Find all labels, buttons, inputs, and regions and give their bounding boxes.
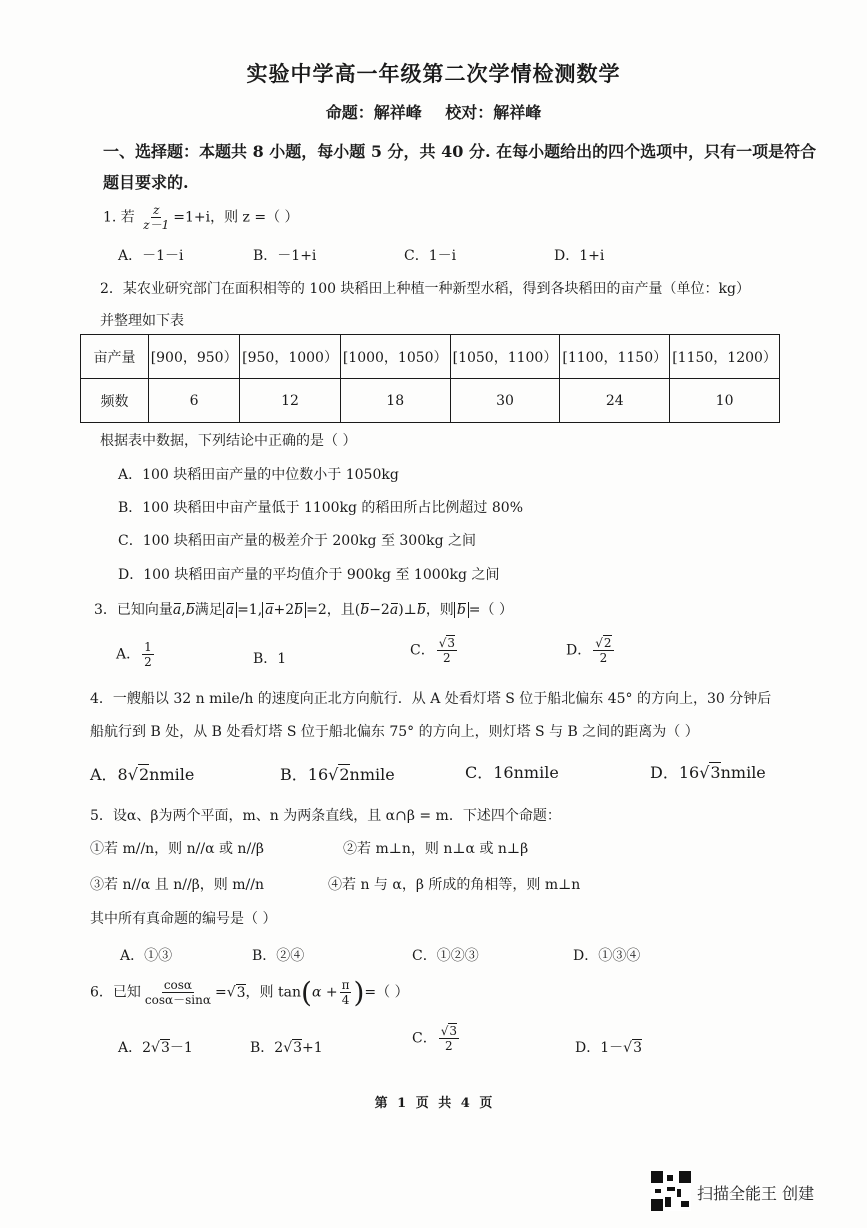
table-cell: 10 [670, 379, 780, 423]
q6-option-c: C． $\frac{√3}{2}$ [412, 1024, 458, 1053]
page-title: 实验中学高一年级第二次学情检测数学 [246, 61, 621, 86]
q4-option-b: B．16√2nmile [280, 765, 395, 784]
q1-option-d: D．1+i [554, 248, 605, 264]
q1-option-b: B．－1+i [253, 248, 317, 264]
q1-fraction: $\frac{z}{z-1}$ [143, 203, 170, 232]
q4-option-d: D．16√3nmile [650, 763, 766, 782]
q2-prompt: 根据表中数据，下列结论中正确的是（ ） [100, 433, 357, 449]
table-header-cell: [1100，1150） [560, 335, 670, 379]
q2-option-d: D．100 块稻田亩产量的平均值介于 900kg 至 1000kg 之间 [118, 567, 500, 583]
q5-proposition-1: ①若 m//n，则 n//α 或 n//β [90, 841, 264, 857]
q5-proposition-2: ②若 m⊥n，则 n⊥α 或 n⊥β [343, 841, 529, 857]
q1-number: 1. 若 [103, 209, 135, 226]
q5-option-c: C．①②③ [412, 948, 479, 964]
q3-option-a: A． $\frac{1}{2}$ [116, 640, 152, 669]
q5-proposition-4: ④若 n 与 α，β 所成的角相等，则 m⊥n [328, 877, 581, 893]
q2-option-b: B．100 块稻田中亩产量低于 1100kg 的稻田所占比例超过 80% [118, 500, 524, 516]
q5-option-b: B．②④ [252, 948, 305, 964]
q5-stem: 5．设α、β为两个平面，m、n 为两条直线，且 α∩β = m．下述四个命题： [90, 808, 561, 824]
q4-option-a: A．8√2nmile [90, 765, 195, 784]
q5-prompt: 其中所有真命题的编号是（ ） [90, 911, 277, 927]
author-line: 命题：解祥峰 校对：解祥峰 [325, 103, 542, 122]
q3-option-b: B．1 [253, 651, 287, 667]
table-header-cell: [950，1000） [240, 335, 341, 379]
question-6: 6．已知 $\frac{\cos\alpha}{\cos\alpha-\sin\alpha}$ =√3，则 tan(α + $\frac{\pi}{4}$ )=（ ） [90, 976, 409, 1009]
yield-frequency-table [80, 334, 780, 423]
table-cell: 6 [149, 379, 240, 423]
section-heading: 一、选择题：本题共 8 小题，每小题 5 分，共 40 分. 在每小题给出的四个选项中，只有一项是符合题目要求的. [103, 142, 817, 192]
page-number: 第 1 页 共 4 页 [374, 1096, 493, 1111]
table-row [81, 379, 780, 423]
table-cell: 24 [560, 379, 670, 423]
qr-code-icon [651, 1171, 691, 1211]
q5-proposition-3: ③若 n//α 且 n//β，则 m//n [90, 877, 264, 893]
q6-option-b: B．2√3+1 [250, 1040, 323, 1056]
table-header-cell: [1000，1050） [340, 335, 450, 379]
table-cell: 18 [340, 379, 450, 423]
table-header-cell: [1150，1200） [670, 335, 780, 379]
q6-option-a: A．2√3－1 [118, 1040, 193, 1056]
q3-option-d: D． $\frac{√2}{2}$ [566, 636, 612, 665]
table-header-cell: [1050，1100） [450, 335, 560, 379]
scanner-watermark: 扫描全能王 创建 [697, 1184, 815, 1203]
table-cell: 30 [450, 379, 560, 423]
table-header-cell: 亩产量 [81, 335, 149, 379]
q6-option-d: D．1－√3 [575, 1040, 642, 1056]
question-3: 3．已知向量a,b满足 a =1, a+2b =2，且(b−2a)⊥b，则 b =（ ） [94, 602, 513, 618]
q5-option-d: D．①③④ [573, 948, 641, 964]
q2-stem-line2: 并整理如下表 [100, 313, 184, 329]
q3-option-c: C． $\frac{√3}{2}$ [410, 636, 456, 665]
table-header-cell: [900，950） [149, 335, 240, 379]
question-1 [103, 203, 299, 232]
table-row [81, 335, 780, 379]
q2-stem-line1: 2．某农业研究部门在面积相等的 100 块稻田上种植一种新型水稻，得到各块稻田的亩产量（单位：kg） [100, 281, 750, 297]
q2-option-c: C．100 块稻田亩产量的极差介于 200kg 至 300kg 之间 [118, 533, 477, 549]
q1-option-a: A．－1－i [118, 248, 184, 264]
table-cell: 频数 [81, 379, 149, 423]
q4-stem-line2: 船航行到 B 处，从 B 处看灯塔 S 位于船北偏东 75° 的方向上，则灯塔 S 与 B 之间的距离为（ ） [90, 724, 699, 740]
table-cell: 12 [240, 379, 341, 423]
q4-stem-line1: 4．一艘船以 32 n mile/h 的速度向正北方向航行．从 A 处看灯塔 S 位于船北偏东 45° 的方向上，30 分钟后 [90, 691, 772, 707]
q4-option-c: C．16nmile [465, 763, 559, 782]
q5-option-a: A．①③ [120, 948, 173, 964]
q1-text: =1+i，则 z =（ ） [173, 209, 299, 226]
q2-option-a: A．100 块稻田亩产量的中位数小于 1050kg [118, 467, 399, 483]
q1-option-c: C．1－i [404, 248, 457, 264]
